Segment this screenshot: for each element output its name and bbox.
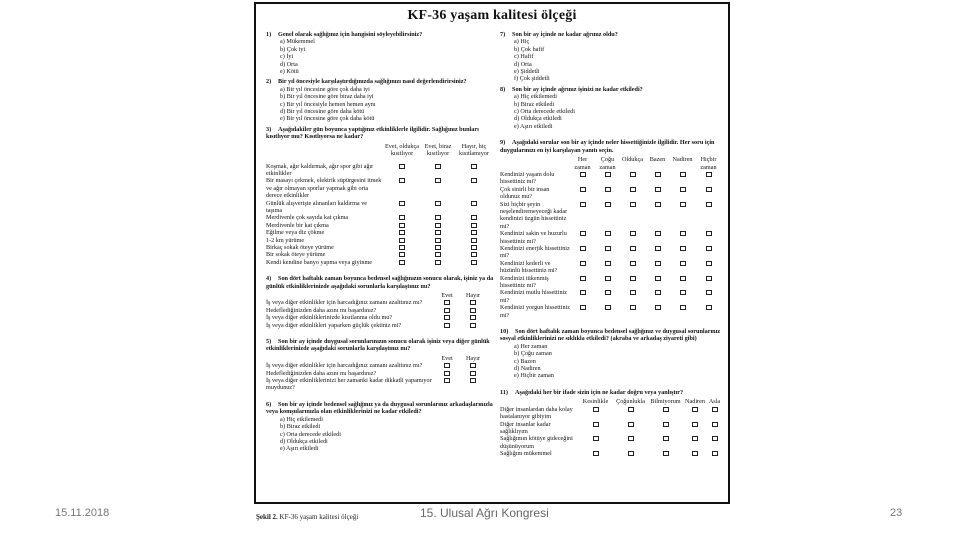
checkbox[interactable] (712, 436, 718, 441)
checkbox[interactable] (444, 378, 450, 383)
checkbox[interactable] (471, 201, 477, 206)
checkbox[interactable] (470, 378, 476, 383)
checkbox[interactable] (680, 261, 686, 266)
row-label: İş veya diğer etkinlikleri yaparken güçlük çektiniz mi? (266, 321, 402, 329)
column-header: Bilmiyorum (650, 398, 681, 406)
row-label: Merdivenle çok sayıda kat çıkma (266, 214, 349, 222)
row-label: İş veya diğer etkinlikler için harcadığınız zamanı azalttınız mı? (266, 362, 423, 370)
checkbox[interactable] (399, 223, 405, 228)
column-header: Kesinlikle (582, 398, 609, 406)
checkbox[interactable] (655, 187, 661, 192)
checkbox[interactable] (471, 178, 477, 183)
q7-options (500, 38, 722, 82)
q8-options (500, 93, 722, 130)
checkbox[interactable] (399, 252, 405, 257)
question-7: 7) Son bir ay içinde ne kadar ağrınız oldu? (500, 31, 618, 38)
checkbox[interactable] (580, 261, 586, 266)
row-label: Kendinizi yorgun hissettiniz mi? (500, 304, 571, 319)
row-label: Sağlığım mükemmel (500, 450, 552, 458)
checkbox[interactable] (399, 178, 405, 183)
option[interactable]: b) Biraz etkiledi (280, 423, 321, 431)
checkbox[interactable] (692, 436, 698, 441)
column-header: Evet, oldukça kısıtlıyor (384, 142, 420, 158)
option[interactable]: b) Biraz etkiledi (514, 100, 555, 108)
checkbox[interactable] (605, 187, 611, 192)
row-label: İş veya diğer etkinliklerinizi her zamanki kadar dikkatli yapamıyor muydunuz? (266, 377, 432, 392)
questionnaire-image (254, 2, 730, 504)
q4-table (266, 292, 494, 329)
checkbox[interactable] (630, 305, 636, 310)
option[interactable]: a) Hiç etkilemedi (514, 93, 557, 101)
row-label: Çok sinirli bir insan oldunuz mu? (500, 185, 550, 201)
page-number: 23 (890, 507, 903, 519)
checkbox[interactable] (655, 305, 661, 310)
column-header: Asla (708, 398, 721, 406)
question-text: Aşağıdaki her bir ifade sizin için ne kadar doğru veya yanlıştır? (515, 388, 684, 396)
option[interactable]: b) Çoğu zaman (514, 350, 552, 358)
checkbox[interactable] (706, 231, 712, 236)
checkbox[interactable] (605, 305, 611, 310)
checkbox[interactable] (655, 261, 661, 266)
option[interactable]: d) Nadiren (514, 365, 541, 373)
checkbox[interactable] (471, 230, 477, 235)
question-text: Genel olarak sağlığınız için hangisini söyleyebilirsiniz? (278, 31, 423, 38)
option[interactable]: d) Oldukça etkiledi (514, 115, 562, 123)
checkbox[interactable] (435, 230, 441, 235)
checkbox[interactable] (655, 202, 661, 207)
column-header: Evet, biraz kısıtlıyor (424, 142, 452, 158)
checkbox[interactable] (444, 371, 450, 376)
checkbox[interactable] (471, 164, 477, 169)
checkbox[interactable] (593, 407, 599, 412)
checkbox[interactable] (680, 305, 686, 310)
checkbox[interactable] (663, 407, 669, 412)
right-column (500, 28, 722, 458)
checkbox[interactable] (680, 202, 686, 207)
q1-options (266, 38, 494, 75)
option[interactable]: d) Orta (514, 60, 532, 68)
checkbox[interactable] (605, 261, 611, 266)
question-6: 6) Son bir ay içinde bedensel sağlığınız ya da duygusal sorunlarınız arkadaşlarınızla veya komşularınızla olan etkinliklerinizi ne kadar etkiledi? (266, 400, 493, 416)
option[interactable]: b) Bir yıl öncesine göre biraz daha iyi (280, 93, 374, 101)
checkbox[interactable] (706, 246, 712, 251)
row-label: Hedeflediğinizden daha azını mı başardınız? (266, 306, 377, 314)
checkbox[interactable] (663, 422, 669, 427)
row-label: Kendinizi sakin ve huzurlu hissettiniz mi? (500, 230, 567, 245)
checkbox[interactable] (580, 290, 586, 295)
form-title: KF-36 yaşam kalitesi ölçeği (407, 8, 577, 23)
checkbox[interactable] (630, 187, 636, 192)
row-label: Kendinizi enerjik hissettiniz mi? (500, 244, 570, 260)
row-label: Bir sokak öteye yürüme (266, 251, 326, 259)
checkbox[interactable] (435, 245, 441, 250)
checkbox[interactable] (470, 363, 476, 368)
checkbox[interactable] (580, 231, 586, 236)
left-column (266, 28, 494, 453)
checkbox[interactable] (712, 451, 718, 456)
checkbox[interactable] (655, 290, 661, 295)
checkbox[interactable] (444, 315, 450, 320)
checkbox[interactable] (435, 164, 441, 169)
row-label: İş veya diğer etkinlikler için harcadığınız zamanı azalttınız mı? (266, 299, 423, 307)
checkbox[interactable] (692, 407, 698, 412)
row-label: 1-2 km yürüme (266, 236, 305, 244)
row-label: İş veya diğer etkinliklerinizde kısıtlanma oldu mu? (266, 314, 393, 322)
checkbox[interactable] (655, 231, 661, 236)
checkbox[interactable] (628, 407, 634, 412)
checkbox[interactable] (706, 290, 712, 295)
checkbox[interactable] (435, 215, 441, 220)
checkbox[interactable] (628, 451, 634, 456)
checkbox[interactable] (580, 246, 586, 251)
checkbox[interactable] (444, 308, 450, 313)
row-label: Kendi kendine banyo yapma veya giyinme (266, 258, 373, 266)
row-label: Kendinizi tükenmiş hissettiniz mi? (500, 274, 549, 289)
checkbox[interactable] (680, 187, 686, 192)
question-10: 10) Son dört haftalık zaman boyunca bedensel sağlığınız ve duygusal sorunlarınız sosyal etkinliklerinizi ne sıklıkla etkiledi? (akraba ve arkadaş ziyareti gibi) (500, 328, 721, 343)
row-label: Günlük alışverişte alınanları kaldırma ve taşıma (266, 199, 368, 214)
option[interactable]: e) Hiçbir zaman (514, 372, 554, 380)
question-text: Son dört haftalık zaman boyunca bedensel sağlığınızın sonucu olarak, işiniz ya da günlük etkinliklerinizde aşağıdaki sorunlarla karşılaştınız mı? (266, 275, 494, 290)
checkbox[interactable] (471, 252, 477, 257)
question-text: Bir yıl öncesiyle karşılaştırdığınızda sağlığınızı nasıl değerlendirirsiniz? (278, 78, 467, 86)
option[interactable]: f) Çok şiddetli (514, 75, 550, 83)
option[interactable]: c) İyi (280, 53, 294, 61)
checkbox[interactable] (435, 178, 441, 183)
question-text: Son bir ay içinde ne kadar ağrınız oldu? (512, 31, 618, 38)
checkbox[interactable] (655, 172, 661, 177)
question-3: 3) Aşağıdakiler gün boyunca yaptığınız etkinliklerle ilgilidir. Sağlığınız bunları kısıtlıyor mu? Kısıtlıyorsa ne kadar? (266, 125, 479, 141)
figure-caption: Şekil 2. KF-36 yaşam kalitesi ölçeği (256, 513, 359, 521)
option[interactable]: a) Bir yıl öncesine göre çok daha iyi (280, 85, 370, 93)
checkbox[interactable] (580, 187, 586, 192)
checkbox[interactable] (712, 407, 718, 412)
checkbox[interactable] (605, 276, 611, 281)
checkbox[interactable] (399, 215, 405, 220)
checkbox[interactable] (435, 238, 441, 243)
option[interactable]: d) Orta (280, 60, 298, 68)
checkbox[interactable] (680, 172, 686, 177)
column-header: Bazen (649, 156, 666, 164)
checkbox[interactable] (706, 187, 712, 192)
checkbox[interactable] (692, 451, 698, 456)
checkbox[interactable] (580, 202, 586, 207)
checkbox[interactable] (435, 223, 441, 228)
row-label: Diğer insanlar kadar sağlıklıyım (500, 420, 551, 435)
question-text: Son bir ay içinde ağrınız işinizi ne kadar etkiledi? (512, 85, 643, 93)
checkbox[interactable] (471, 215, 477, 220)
checkbox[interactable] (706, 305, 712, 310)
q9-table (500, 156, 722, 319)
checkbox[interactable] (706, 261, 712, 266)
option[interactable]: e) Bir yıl öncesine göre çok daha kötü (280, 115, 375, 123)
checkbox[interactable] (444, 363, 450, 368)
row-label: Diğer insanlardan daha kolay hastalanıyor gibiyim (500, 405, 573, 421)
checkbox[interactable] (435, 260, 441, 265)
checkbox[interactable] (470, 315, 476, 320)
column-header: Evet (441, 292, 453, 299)
checkbox[interactable] (605, 246, 611, 251)
column-header: Hayır (465, 292, 481, 299)
option[interactable]: c) Hafif (514, 53, 534, 61)
checkbox[interactable] (655, 246, 661, 251)
row-label: Sağlığımın kötüye gideceğini düşünüyorum (500, 435, 573, 450)
checkbox[interactable] (680, 290, 686, 295)
checkbox[interactable] (712, 422, 718, 427)
question-text: Aşağıdaki sorular son bir ay içinde neler hissettiğinizle ilgilidir. Her soru için duygularınızı en iyi karşılayan yanıtı seçin. (500, 139, 715, 154)
checkbox[interactable] (655, 276, 661, 281)
row-label: Eğilme veya diz çökme (266, 229, 325, 237)
checkbox[interactable] (580, 172, 586, 177)
checkbox[interactable] (471, 245, 477, 250)
checkbox[interactable] (630, 261, 636, 266)
option[interactable]: c) Bir yıl öncesiyle hemen hemen aynı (280, 100, 376, 108)
checkbox[interactable] (593, 422, 599, 427)
row-label: Kendinizi mutlu hissettiniz mi? (500, 289, 568, 304)
question-4: 4) Son dört haftalık zaman boyunca bedensel sağlığınızın sonucu olarak, işiniz ya da günlük etkinliklerinizde aşağıdaki sorunlarla karşılaştınız mı? (266, 275, 494, 290)
checkbox[interactable] (435, 201, 441, 206)
option[interactable]: b) Çok hafif (514, 45, 545, 53)
column-header: Nadiren (685, 398, 705, 406)
question-2: 2) Bir yıl öncesiyle karşılaştırdığınızda sağlığınızı nasıl değerlendirirsiniz? (266, 78, 467, 86)
row-label: Koşmak, ağır kaldırmak, ağır spor gibi ağır etkinlikler (266, 162, 374, 177)
row-label: Birkaç sokak öteye yürüme (266, 243, 334, 251)
checkbox[interactable] (630, 276, 636, 281)
option[interactable]: a) Hiç etkilemedi (280, 415, 323, 423)
checkbox[interactable] (630, 246, 636, 251)
checkbox[interactable] (444, 323, 450, 328)
checkbox[interactable] (605, 202, 611, 207)
question-text: Son bir ay içinde duygusal sorunlarınızın sonucu olarak işiniz veya diğer günlük etkinliklerinizde aşağıdaki sorunlarla karşılaştınız mı? (266, 338, 490, 353)
question-11: 11) Aşağıdaki her bir ifade sizin için ne kadar doğru veya yanlıştır? (500, 388, 684, 396)
slide-date: 15.11.2018 (55, 507, 110, 519)
checkbox[interactable] (399, 238, 405, 243)
q3-table (266, 143, 494, 267)
q2-options (266, 86, 494, 123)
checkbox[interactable] (630, 202, 636, 207)
option[interactable]: c) Orta derecede etkiledi (514, 108, 575, 116)
checkbox[interactable] (470, 323, 476, 328)
checkbox[interactable] (444, 300, 450, 305)
checkbox[interactable] (593, 451, 599, 456)
checkbox[interactable] (706, 202, 712, 207)
option[interactable]: b) Çok iyi (280, 45, 306, 53)
checkbox[interactable] (706, 172, 712, 177)
question-9: 9) Aşağıdaki sorular son bir ay içinde neler hissettiğinizle ilgilidir. Her soru için duygularınızı en iyi karşılayan yanıtı seçin. (500, 139, 715, 154)
checkbox[interactable] (630, 231, 636, 236)
checkbox[interactable] (605, 290, 611, 295)
q10-options (500, 343, 722, 380)
event-name: 15. Ulusal Ağrı Kongresi (420, 506, 549, 520)
option[interactable]: c) Bazen (514, 357, 536, 365)
option[interactable]: a) Mükemmel (280, 38, 315, 46)
checkbox[interactable] (580, 276, 586, 281)
option[interactable]: e) Aşırı etkiledi (280, 445, 319, 453)
checkbox[interactable] (399, 164, 405, 169)
row-label: Hedeflediğinizden daha azını mı başardınız? (266, 369, 377, 377)
q6-options (266, 416, 494, 453)
checkbox[interactable] (593, 436, 599, 441)
option[interactable]: d) Oldukça etkiledi (280, 437, 328, 445)
question-1: 1) Genel olarak sağlığınız için hangisini söyleyebilirsiniz? (266, 31, 423, 38)
checkbox[interactable] (470, 371, 476, 376)
checkbox[interactable] (399, 201, 405, 206)
checkbox[interactable] (680, 276, 686, 281)
checkbox[interactable] (470, 308, 476, 313)
checkbox[interactable] (435, 252, 441, 257)
question-5: 5) Son bir ay içinde duygusal sorunlarınızın sonucu olarak işiniz veya diğer günlük etkinliklerinizde aşağıdaki sorunlarla karşılaştınız mı? (266, 338, 490, 353)
q5-table (266, 355, 494, 392)
question-text: Aşağıdakiler gün boyunca yaptığınız etkinliklerle ilgilidir. Sağlığınız bunları kısıtlıyor mu? Kısıtlıyorsa ne kadar? (266, 125, 479, 141)
checkbox[interactable] (399, 230, 405, 235)
checkbox[interactable] (399, 245, 405, 250)
checkbox[interactable] (605, 231, 611, 236)
checkbox[interactable] (471, 260, 477, 265)
checkbox[interactable] (471, 223, 477, 228)
option[interactable]: e) Aşırı etkiledi (514, 122, 553, 130)
checkbox[interactable] (692, 422, 698, 427)
checkbox[interactable] (663, 436, 669, 441)
option[interactable]: a) Her zaman (514, 342, 548, 350)
checkbox[interactable] (680, 231, 686, 236)
option[interactable]: e) Şiddetli (514, 68, 540, 76)
column-header: Nadiren (672, 156, 693, 164)
question-8: 8) Son bir ay içinde ağrınız işinizi ne kadar etkiledi? (500, 85, 643, 93)
checkbox[interactable] (628, 422, 634, 427)
column-header: Hiçbir zaman (700, 156, 717, 171)
q11-table (500, 398, 722, 457)
row-label: Sizi hiçbir şeyin neşelendiremeyeceği kadar kendinizi üzgün hissettiniz mi? (500, 200, 568, 230)
option[interactable]: a) Hiç (514, 38, 530, 46)
column-header: Çoğu zaman (599, 156, 616, 171)
checkbox[interactable] (680, 246, 686, 251)
option[interactable]: d) Bir yıl öncesine göre daha kötü (280, 108, 365, 116)
column-header: Hayır, hiç kısıtlamıyor (459, 142, 489, 158)
column-header: Her zaman (574, 156, 591, 171)
question-text: Son bir ay içinde bedensel sağlığınız ya da duygusal sorunlarınız arkadaşlarınızla veya komşularınızla olan etkinliklerinizi ne kadar etkiledi? (266, 400, 493, 416)
row-label: Merdivenle bir kat çıkma (266, 221, 329, 229)
column-header: Evet (441, 354, 453, 362)
row-label: Kendinizi yaşam dolu hissettiniz mi? (500, 170, 555, 186)
checkbox[interactable] (628, 436, 634, 441)
checkbox[interactable] (605, 172, 611, 177)
checkbox[interactable] (630, 290, 636, 295)
column-header: Çoğunlukla (616, 398, 645, 406)
checkbox[interactable] (399, 260, 405, 265)
column-header: Hayır (465, 354, 481, 362)
question-text: Son dört haftalık zaman boyunca bedensel sağlığınız ve duygusal sorunlarınız sosyal etkinliklerinizi ne sıklıkla etkiledi? (akraba ve arkadaş ziyareti gibi) (500, 328, 721, 343)
column-header: Oldukça (622, 156, 643, 164)
checkbox[interactable] (471, 238, 477, 243)
row-label: Kendinizi kederli ve hüzünlü hissettiniz mi? (500, 259, 558, 275)
checkbox[interactable] (470, 300, 476, 305)
option[interactable]: c) Orta derecede etkiledi (280, 430, 341, 438)
option[interactable]: e) Kötü (280, 68, 299, 76)
checkbox[interactable] (706, 276, 712, 281)
checkbox[interactable] (580, 305, 586, 310)
checkbox[interactable] (630, 172, 636, 177)
checkbox[interactable] (663, 451, 669, 456)
row-label: Bir masayı çekmek, elektrik süpürgesini itmek ve ağır olmayan sporlar yapmak gibi orta derece etkinlikler (266, 177, 382, 200)
